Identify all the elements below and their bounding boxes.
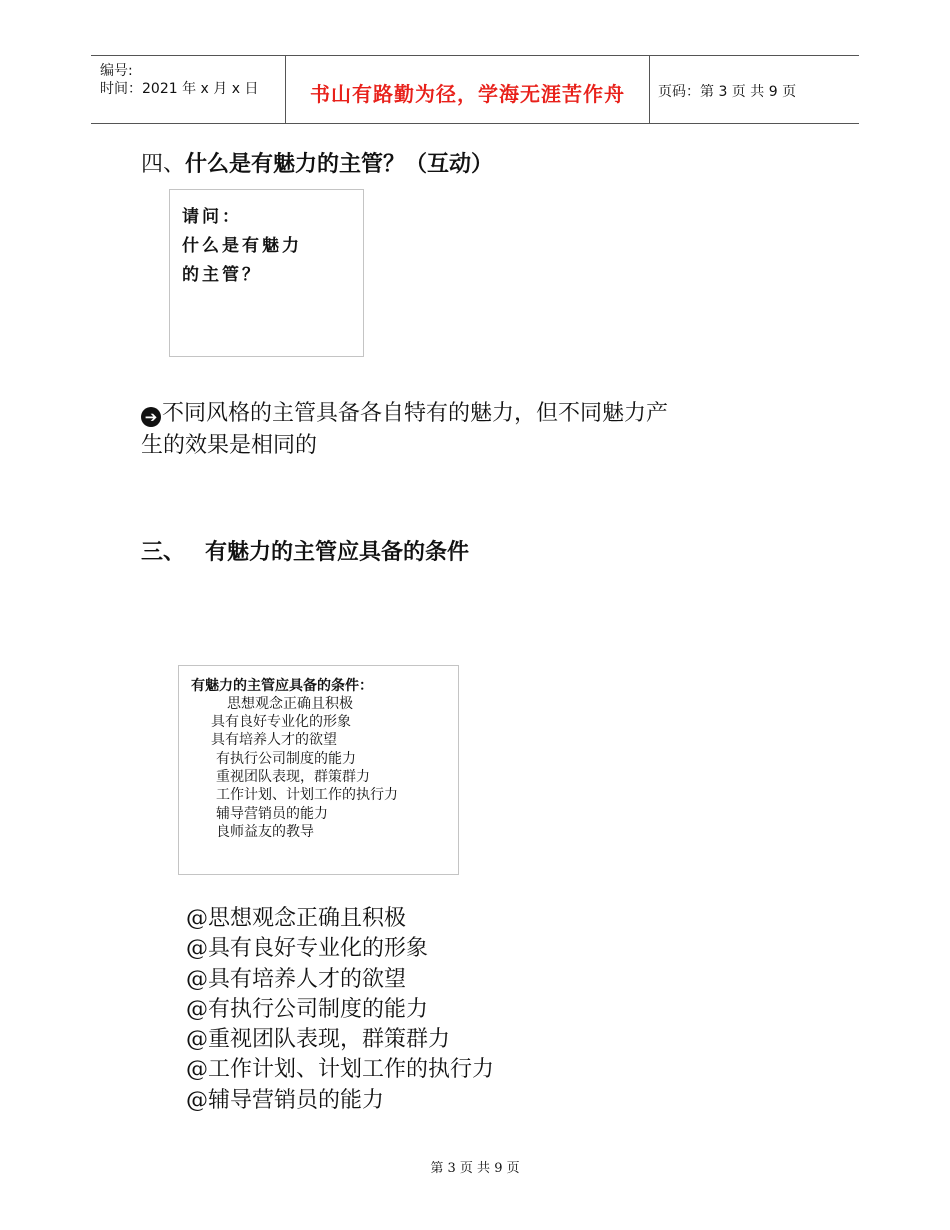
conditions-title: 有魅力的主管应具备的条件： bbox=[191, 678, 373, 694]
condition-item: 辅导营销员的能力 bbox=[216, 806, 328, 822]
section-four-prefix: 四、 bbox=[141, 152, 186, 177]
list-item: @有执行公司制度的能力 bbox=[186, 996, 429, 1022]
question-line: 的主管？ bbox=[182, 265, 262, 285]
section-three-heading bbox=[141, 535, 469, 566]
header-page-cell bbox=[649, 56, 859, 123]
question-line: 请问： bbox=[182, 207, 242, 227]
circled-arrow-icon: ➔ bbox=[141, 407, 161, 427]
condition-item: 工作计划、计划工作的执行力 bbox=[216, 787, 398, 803]
condition-item: 思想观念正确且积极 bbox=[227, 696, 353, 712]
serial-label: 编号: bbox=[100, 63, 133, 79]
time-label: 时间：2021 年 x 月 x 日 bbox=[100, 81, 259, 97]
paragraph-text: 不同风格的主管具备各自特有的魅力，但不同魅力产生的效果是相同的 bbox=[141, 401, 669, 458]
motto: 书山有路勤为径，学海无涯苦作舟 bbox=[310, 82, 625, 106]
section-four-title: 什么是有魅力的主管？（互动） bbox=[185, 152, 494, 177]
condition-item: 重视团队表现，群策群力 bbox=[216, 769, 370, 785]
list-item: @辅导营销员的能力 bbox=[186, 1087, 385, 1113]
list-item: @具有培养人才的欲望 bbox=[186, 966, 407, 992]
condition-item: 良师益友的教导 bbox=[216, 824, 314, 840]
section-three-title: 有魅力的主管应具备的条件 bbox=[205, 540, 470, 565]
list-item: @工作计划、计划工作的执行力 bbox=[186, 1057, 495, 1083]
header-meta-cell bbox=[91, 56, 285, 123]
document-header bbox=[91, 55, 859, 124]
conditions-box bbox=[178, 665, 459, 875]
header-motto-cell bbox=[285, 56, 650, 123]
condition-item: 具有培养人才的欲望 bbox=[211, 732, 337, 748]
list-item: @重视团队表现，群策群力 bbox=[186, 1027, 451, 1053]
list-item: @思想观念正确且积极 bbox=[186, 906, 407, 931]
question-line: 什么是有魅力 bbox=[182, 236, 302, 256]
question-box bbox=[169, 189, 364, 357]
charm-paragraph bbox=[141, 398, 681, 462]
page-label: 页码：第 3 页 共 9 页 bbox=[658, 84, 797, 100]
condition-item: 有执行公司制度的能力 bbox=[216, 751, 356, 767]
section-four-heading bbox=[141, 147, 493, 178]
page-footer: 第 3 页 共 9 页 bbox=[430, 1161, 520, 1176]
list-item: @具有良好专业化的形象 bbox=[186, 936, 429, 962]
condition-item: 具有良好专业化的形象 bbox=[211, 714, 351, 730]
conditions-list bbox=[186, 904, 494, 1116]
section-three-number: 三、 bbox=[141, 540, 186, 565]
